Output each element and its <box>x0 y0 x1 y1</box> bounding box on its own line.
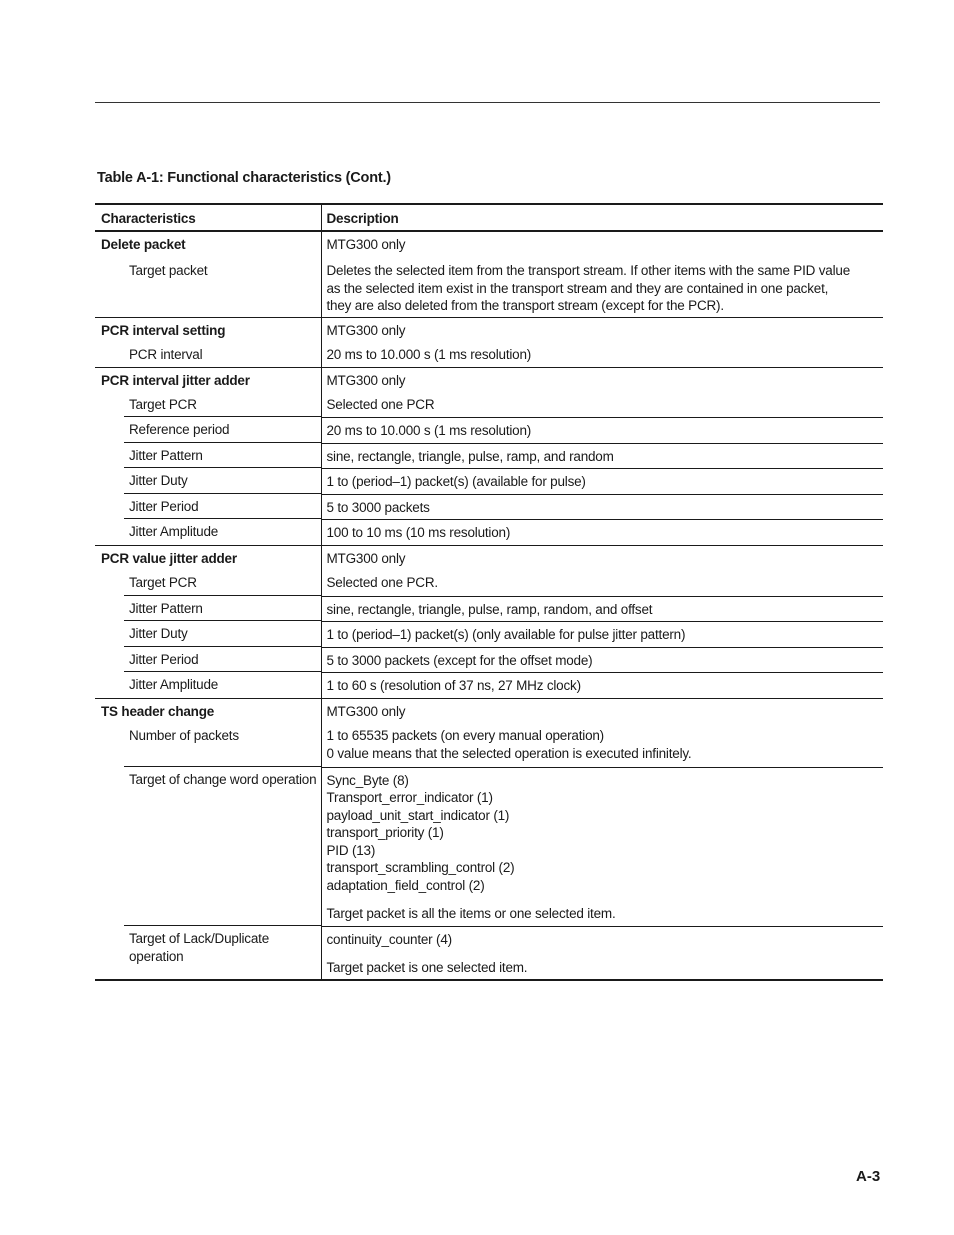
group-description <box>321 545 883 570</box>
description-line: PID (13) <box>326 842 376 858</box>
description-line: 5 to 3000 packets <box>326 499 430 515</box>
group-title: Delete packet <box>101 237 186 252</box>
row-label: Target packet <box>129 263 208 278</box>
table-row <box>95 723 883 767</box>
row-label: Target PCR <box>95 392 321 417</box>
row-description <box>321 723 883 767</box>
table-row <box>95 342 883 367</box>
group-title-row <box>95 231 883 258</box>
row-description <box>321 647 883 672</box>
table-row <box>95 443 883 468</box>
column-header-characteristics: Characteristics <box>101 211 196 226</box>
row-description <box>321 342 883 367</box>
table-row <box>95 258 883 317</box>
row-description <box>321 494 883 519</box>
row-label: Target of Lack/Duplicate operation <box>129 931 270 964</box>
page-number: A-3 <box>856 1168 881 1185</box>
row-label: Target PCR <box>95 570 321 596</box>
description-line: sine, rectangle, triangle, pulse, ramp, and random <box>326 448 614 464</box>
description-line: MTG300 only <box>326 322 406 338</box>
group-title: PCR value jitter adder <box>101 550 237 566</box>
row-label: Jitter Amplitude <box>129 677 219 692</box>
row-description <box>321 926 883 980</box>
row-label: Reference period <box>95 417 321 443</box>
group-title-row <box>95 698 883 723</box>
row-label: Jitter Duty <box>95 468 321 494</box>
row-label: Jitter Period <box>95 494 321 519</box>
description-line: Selected one PCR <box>326 397 435 412</box>
functional-characteristics-table <box>95 203 883 981</box>
row-description <box>321 621 883 647</box>
paragraph-spacer <box>327 948 884 959</box>
row-description <box>321 258 883 317</box>
description-line: MTG300 only <box>326 703 406 719</box>
description-line: 20 ms to 10.000 s (1 ms resolution) <box>326 347 532 362</box>
description-line: Selected one PCR. <box>326 575 438 590</box>
row-label: Jitter Pattern <box>95 596 321 621</box>
row-description <box>321 392 883 417</box>
group-description <box>321 317 883 342</box>
description-line: 5 to 3000 packets (except for the offset mode) <box>326 652 593 668</box>
row-description <box>321 519 883 545</box>
group-title: PCR interval setting <box>101 322 226 338</box>
column-header-description: Description <box>321 204 883 231</box>
table-row <box>95 519 883 545</box>
description-line: 0 value means that the selected operation is executed infinitely. <box>326 745 692 761</box>
row-description <box>321 767 883 926</box>
table-header-row <box>95 204 883 231</box>
table-row <box>95 494 883 519</box>
table-caption: Table A-1: Functional characteristics (Cont.) <box>97 170 391 186</box>
row-label: Jitter Period <box>95 647 321 672</box>
table-row <box>95 570 883 596</box>
row-description <box>321 596 883 621</box>
table-row <box>95 392 883 417</box>
description-note: Target packet is one selected item. <box>326 960 528 975</box>
group-title: PCR interval jitter adder <box>101 372 250 388</box>
table-row <box>95 926 883 980</box>
group-title-row <box>95 317 883 342</box>
description-line: Sync_Byte (8) <box>326 772 409 788</box>
row-label: Number of packets <box>95 723 321 767</box>
row-label: Jitter Duty <box>95 621 321 647</box>
description-line: 1 to 65535 packets (on every manual operation) <box>326 728 604 743</box>
group-title: TS header change <box>101 703 215 719</box>
table-row <box>95 672 883 698</box>
row-label: PCR interval <box>129 347 203 362</box>
table-row <box>95 596 883 621</box>
group-description <box>321 698 883 723</box>
description-line: payload_unit_start_indicator (1) <box>326 807 510 823</box>
description-line: transport_scrambling_control (2) <box>326 860 515 875</box>
description-line: Deletes the selected item from the transport stream. If other items with the same PID value as the selected item exist in the transport stream and they are contained in one packet, they are also deleted from the transport stream (except for the PCR). <box>326 263 851 313</box>
row-label: Target of change word operation <box>95 767 321 926</box>
description-note: Target packet is all the items or one selected item. <box>326 906 616 921</box>
description-line: adaptation_field_control (2) <box>326 877 485 893</box>
description-line: 20 ms to 10.000 s (1 ms resolution) <box>326 422 532 438</box>
row-label: Jitter Pattern <box>95 443 321 468</box>
description-line: MTG300 only <box>326 550 406 566</box>
row-label: Jitter Amplitude <box>129 524 219 539</box>
description-line: 1 to (period–1) packet(s) (only available for pulse jitter pattern) <box>326 626 686 642</box>
description-line: continuity_counter (4) <box>326 931 452 947</box>
table-row <box>95 417 883 443</box>
description-line: 100 to 10 ms (10 ms resolution) <box>326 524 511 540</box>
description-line: MTG300 only <box>326 237 406 252</box>
table-row <box>95 621 883 647</box>
group-description <box>321 367 883 392</box>
group-description <box>321 231 883 258</box>
table-row <box>95 767 883 926</box>
group-title-row <box>95 545 883 570</box>
paragraph-spacer <box>327 894 884 905</box>
row-description <box>321 443 883 468</box>
row-description <box>321 570 883 596</box>
row-description <box>321 468 883 494</box>
row-description <box>321 417 883 443</box>
description-line: 1 to (period–1) packet(s) (available for pulse) <box>326 473 586 489</box>
description-line: Transport_error_indicator (1) <box>326 790 493 805</box>
header-rule <box>95 102 880 103</box>
row-description <box>321 672 883 698</box>
description-line: transport_priority (1) <box>326 825 444 840</box>
description-line: MTG300 only <box>326 372 406 388</box>
table-row <box>95 647 883 672</box>
group-title-row <box>95 367 883 392</box>
description-line: sine, rectangle, triangle, pulse, ramp, random, and offset <box>326 601 653 617</box>
description-line: 1 to 60 s (resolution of 37 ns, 27 MHz clock) <box>326 677 581 693</box>
table-row <box>95 468 883 494</box>
